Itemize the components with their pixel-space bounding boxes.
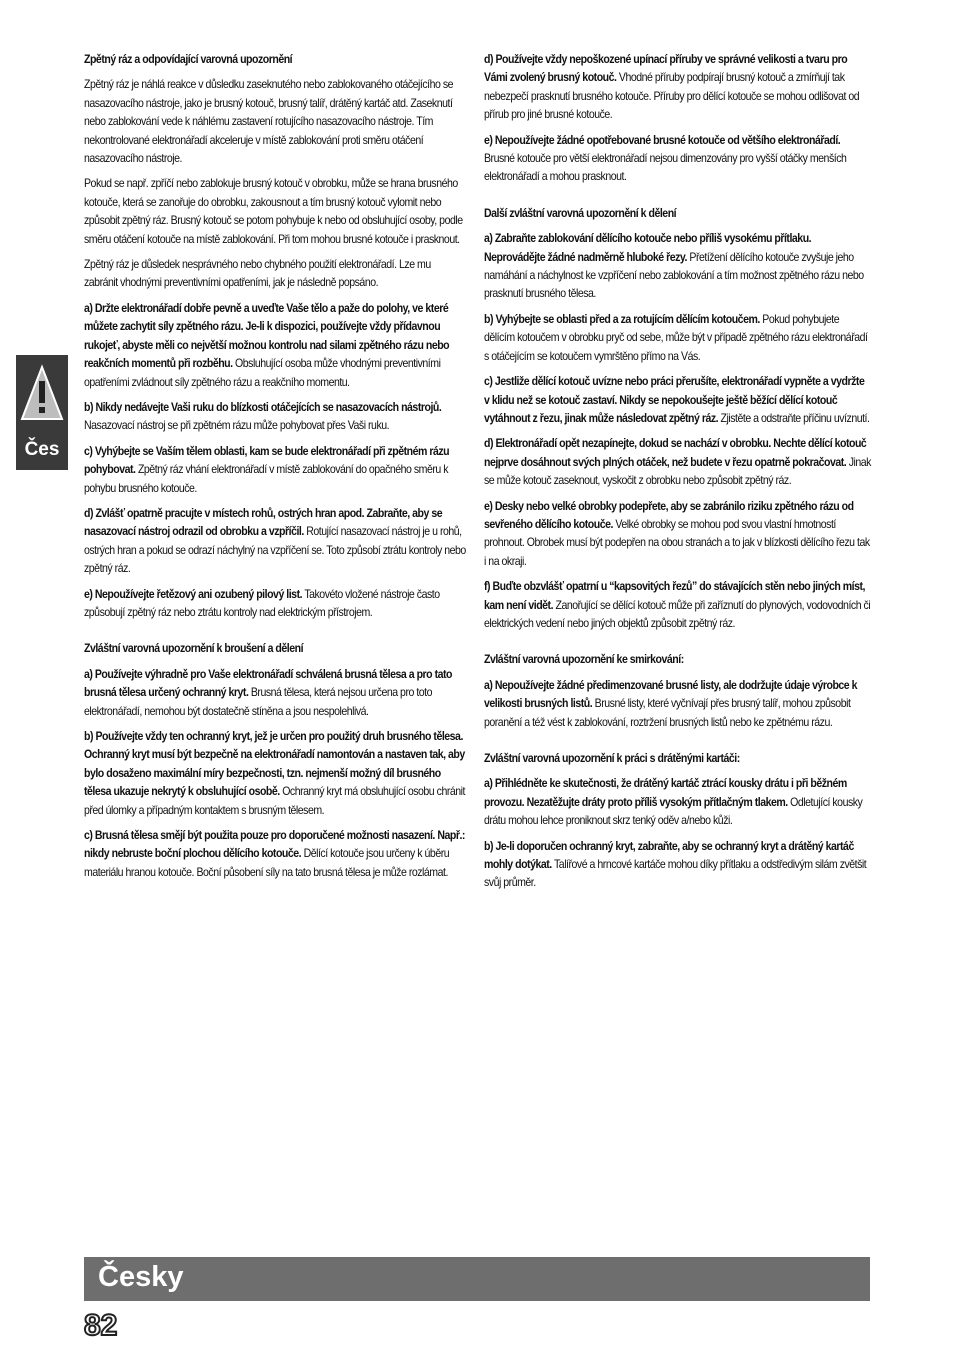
item-emphasis: c) Jestliže dělící kotouč uvízne nebo práci přerušíte, elektronářadí vypněte a vydržte v klidu než se kotouč zastaví. Nikdy se nepokoušejte ještě běžící dělící kotouč vytáhnout z řezu, jinak může následovat zpětný ráz. — [484, 374, 865, 425]
section-heading: Zpětný ráz a odpovídající varovná upozornění — [84, 52, 293, 66]
list-item — [484, 577, 871, 632]
list-item — [484, 50, 871, 124]
list-item — [484, 434, 871, 489]
kickback-section — [84, 50, 467, 621]
item-emphasis: c) Brusná tělesa smějí být použita pouze pro doporučené možnosti nasazení. Např.: nikdy nebruste boční plochou dělícího kotouče. — [84, 828, 465, 861]
item-emphasis: e) Desky nebo velké obrobky podepřete, aby se zabránilo riziku zpětného rázu od sevřeného dělícího kotouče. — [484, 498, 854, 531]
list-item — [84, 442, 467, 497]
wire-brush-section — [484, 749, 871, 892]
item-text: Velké obrobky se mohou pod svou vlastní hmotností prohnout. Obrobek musí být podepřen na obou stranách a to jak v blízkosti dělícího řezu tak i na okraji. — [484, 516, 870, 568]
item-text: Ochranný kryt má obsluhující osobu chránit před úlomky a případným kontaktem s brusným tělesem. — [84, 784, 465, 817]
item-emphasis: d) Zvlášť opatrně pracujte v místech rohů, ostrých hran apod. Zabraňte, aby se nasazovací nástroj odrazil od obrobku a vzpříčil. — [84, 505, 443, 539]
item-text: Rotující nasazovací nástroj je u rohů, ostrých hran a pokud se odrazí náchylný na vzpříčení se. Toto způsobí ztrátu kontroly nebo zpětný ráz. — [84, 524, 466, 576]
item-emphasis: a) Používejte výhradně pro Vaše elektronářadí schválená brusná tělesa a pro tato brusná tělesa určený ochranný kryt. — [84, 666, 453, 700]
item-emphasis: d) Elektronářadí opět nezapínejte, dokud se nachází v obrobku. Nechte dělící kotouč nejprve dosáhnout svých plných otáček, než budete v řezu opatrně pokračovat. — [484, 436, 867, 469]
item-emphasis: b) Nikdy nedávejte Vaši ruku do blízkosti otáčejících se nasazovacích nástrojů. — [84, 399, 442, 414]
item-text: Jinak se může kotouč zaseknout, vyskočit z obrobku nebo způsobit zpětný ráz. — [484, 454, 871, 488]
paragraph: Zpětný ráz je důsledek nesprávného nebo chybného použití elektronářadí. Lze mu zabránit vhodnými preventivními opatřeními, jak je následně popsáno. — [84, 257, 431, 290]
item-text: Přetížení dělícího kotouče zvyšuje jeho namáhání a náchylnost ke vzpříčení nebo zablokování a tím možnost zpětného rázu nebo prasknutí brusného tělesa. — [484, 249, 864, 301]
section-heading: Zvláštní varovná upozornění k broušení a dělení — [84, 641, 304, 656]
sanding-section — [484, 650, 871, 731]
list-item — [484, 676, 871, 731]
item-emphasis: e) Nepoužívejte řetězový ani ozubený pilový list. — [84, 586, 303, 601]
language-banner — [84, 1257, 870, 1301]
item-text: Odletující kousky drátu mohou lehce proniknout skrz tenký oděv a/nebo kůži. — [484, 794, 863, 828]
section-heading: Zvláštní varovná upozornění ke smirkování: — [484, 652, 684, 667]
item-text: Brusná tělesa, která nejsou určena pro toto elektronářadí, nemohou být dostatečně stíněna a jsou nespolehlivá. — [84, 685, 432, 718]
grinding-section — [84, 639, 467, 881]
warning-icon — [20, 361, 64, 431]
list-item — [84, 504, 467, 578]
item-emphasis: e) Nepoužívejte žádné opotřebované brusné kotouče od většího elektronářadí. — [484, 132, 841, 147]
item-emphasis: b) Je-li doporučen ochranný kryt, zabraňte, aby se ochranný kryt a drátěný kartáč mohly dotýkat. — [484, 838, 854, 872]
item-text: Dělící kotouče jsou určeny k úběru materiálu hranou kotouče. Boční působení síly na tato brusná tělesa je může rozlámat. — [84, 846, 450, 879]
item-emphasis: d) Používejte vždy nepoškozené upínací příruby ve správné velikosti a tvaru pro Vámi zvolený brusný kotouč. — [484, 52, 848, 85]
item-emphasis: c) Vyhýbejte se Vaším tělem oblasti, kam se bude elektronářadí při zpětném rázu pohybovat. — [84, 443, 450, 477]
list-item — [484, 497, 871, 571]
item-text: Pokud pohybujete dělícím kotoučem v obrobku pryč od sebe, může být v případě zpětného rázu elektronářadí s otáčejícím se kotoučem vymrštěno přímo na Vás. — [484, 311, 868, 363]
paragraph: Pokud se např. zpříčí nebo zablokuje brusný kotouč v obrobku, může se hrana brusného kotouče, která se zanořuje do obrobku, zakousnout a tím brusný kotouč vylomit nebo způsobit zpětný ráz. Brusný kotouč se potom pohybuje k nebo od obsluhující osoby, podle směru otáčení kotouče na místě zablokování. Při tom mohou brusné kotouče i prasknout. — [84, 176, 463, 246]
list-item — [84, 585, 467, 622]
list-item — [84, 398, 467, 435]
list-item — [84, 299, 467, 391]
item-text: Zpětný ráz vhání elektronářadí v místě zablokování do opačného směru k pohybu brusného kotouče. — [84, 462, 449, 495]
item-emphasis: a) Nepoužívejte žádné předimenzované brusné listy, ale dodržujte údaje výrobce k velikosti brusných listů. — [484, 677, 858, 711]
paragraph: Zpětný ráz je náhlá reakce v důsledku zaseknutého nebo zablokovaného otáčejícího se nasazovacího nástroje, jako je brusný kotouč, brusný talíř, drátěný kartáč atd. Zaseknutí nebo zablokování vede k náhlému zastavení rotujícího nasazovacího nástroje. Tím nekontrolované elektronářadí akceleruje v místě zablokování proti směru otáčení nasazovacího nástroje. — [84, 77, 454, 166]
section-heading: Zvláštní varovná upozornění k práci s drátěnými kartáči: — [484, 751, 740, 765]
section-heading: Další zvláštní varovná upozornění k dělení — [484, 205, 677, 220]
item-text: Nasazovací nástroj se při zpětném rázu může pohybovat přes Vaši ruku. — [84, 418, 390, 433]
page-number: 82 — [84, 1309, 118, 1342]
item-emphasis: a) Přihlédněte ke skutečnosti, že drátěný kartáč ztrácí kousky drátu i při běžném provozu. Nezatěžujte dráty proto příliš vysokým přítlačným tlakem. — [484, 776, 847, 809]
list-item — [484, 774, 871, 829]
banner-title: Česky — [98, 1261, 184, 1293]
list-item — [84, 665, 467, 720]
grinding-continued-section — [484, 50, 871, 186]
item-text: Brusné listy, které vyčnívají přes brusný talíř, mohou způsobit poranění a též vést k zablokování, roztržení brusných listů nebo ke zpětnému rázu. — [484, 696, 851, 729]
list-item — [484, 310, 871, 365]
list-item — [484, 131, 871, 186]
item-text: Zjistěte a odstraňte příčinu uvíznutí. — [718, 410, 870, 425]
item-text: Talířové a hrncové kartáče mohou díky přítlaku a odstředivým silám zvětšit svůj průměr. — [484, 857, 867, 890]
left-column — [84, 50, 467, 888]
item-text: Vhodné příruby podpírají brusný kotouč a zmírňují tak nebezpečí prasknutí brusného kotouče. Příruby pro dělící kotouče se mohou odlišovat od přírub pro jiné brusné kotouče. — [484, 70, 860, 122]
item-text: Obsluhující osoba může vhodnými preventivními opatřeními zvládnout síly zpětného rázu a reakčního momentu. — [84, 356, 441, 389]
item-emphasis: f) Buďte obzvlášť opatrní u “kapsovitých řezů” do stávajících stěn nebo jiných míst, kam není vidět. — [484, 579, 865, 612]
list-item — [484, 837, 871, 892]
item-emphasis: b) Vyhýbejte se oblasti před a za rotujícím dělícím kotoučem. — [484, 311, 760, 326]
list-item — [84, 727, 467, 819]
right-column — [484, 50, 871, 899]
item-text: Zanořující se dělící kotouč může při zaříznutí do plynových, vodovodních či elektrických vedení nebo jiných objektů způsobit zpětný ráz. — [484, 597, 871, 630]
item-emphasis: a) Držte elektronářadí dobře pevně a uveďte Vaše tělo a paže do polohy, ve které můžete zachytit síly zpětného rázu. Je-li k dispozici, používejte vždy přídavnou rukojeť, abyste měli co největší možnou kontrolu nad silami zpětného rázu nebo reakčních momentů při rozběhu. — [84, 300, 450, 371]
language-label: Čes — [24, 439, 60, 460]
list-item — [484, 372, 871, 427]
cutting-section — [484, 204, 871, 633]
item-text: Brusné kotouče pro větší elektronářadí nejsou dimenzovány pro vyšší otáčky menších elektronářadí a mohou prasknout. — [484, 151, 847, 184]
item-emphasis: b) Používejte vždy ten ochranný kryt, jež je určen pro použitý druh brusného tělesa. Ochranný kryt musí být bezpečně na elektronářadí namontován a nastaven tak, aby bylo dosaženo maximální míry bezpečnosti, tzn. nejmenší možný díl brusného tělesa ukazuje nekrytý k obsluhující osobě. — [84, 729, 465, 799]
item-emphasis: a) Zabraňte zablokování dělícího kotouče nebo příliš vysokému přítlaku. Neprovádějte žádné nadměrně hluboké řezy. — [484, 231, 812, 264]
list-item — [484, 229, 871, 303]
list-item — [84, 826, 467, 881]
item-text: Takovéto vložené nástroje často způsobují zpětný ráz nebo ztrátu kontroly nad elektrickým přístrojem. — [84, 586, 440, 619]
language-tab — [16, 355, 68, 470]
